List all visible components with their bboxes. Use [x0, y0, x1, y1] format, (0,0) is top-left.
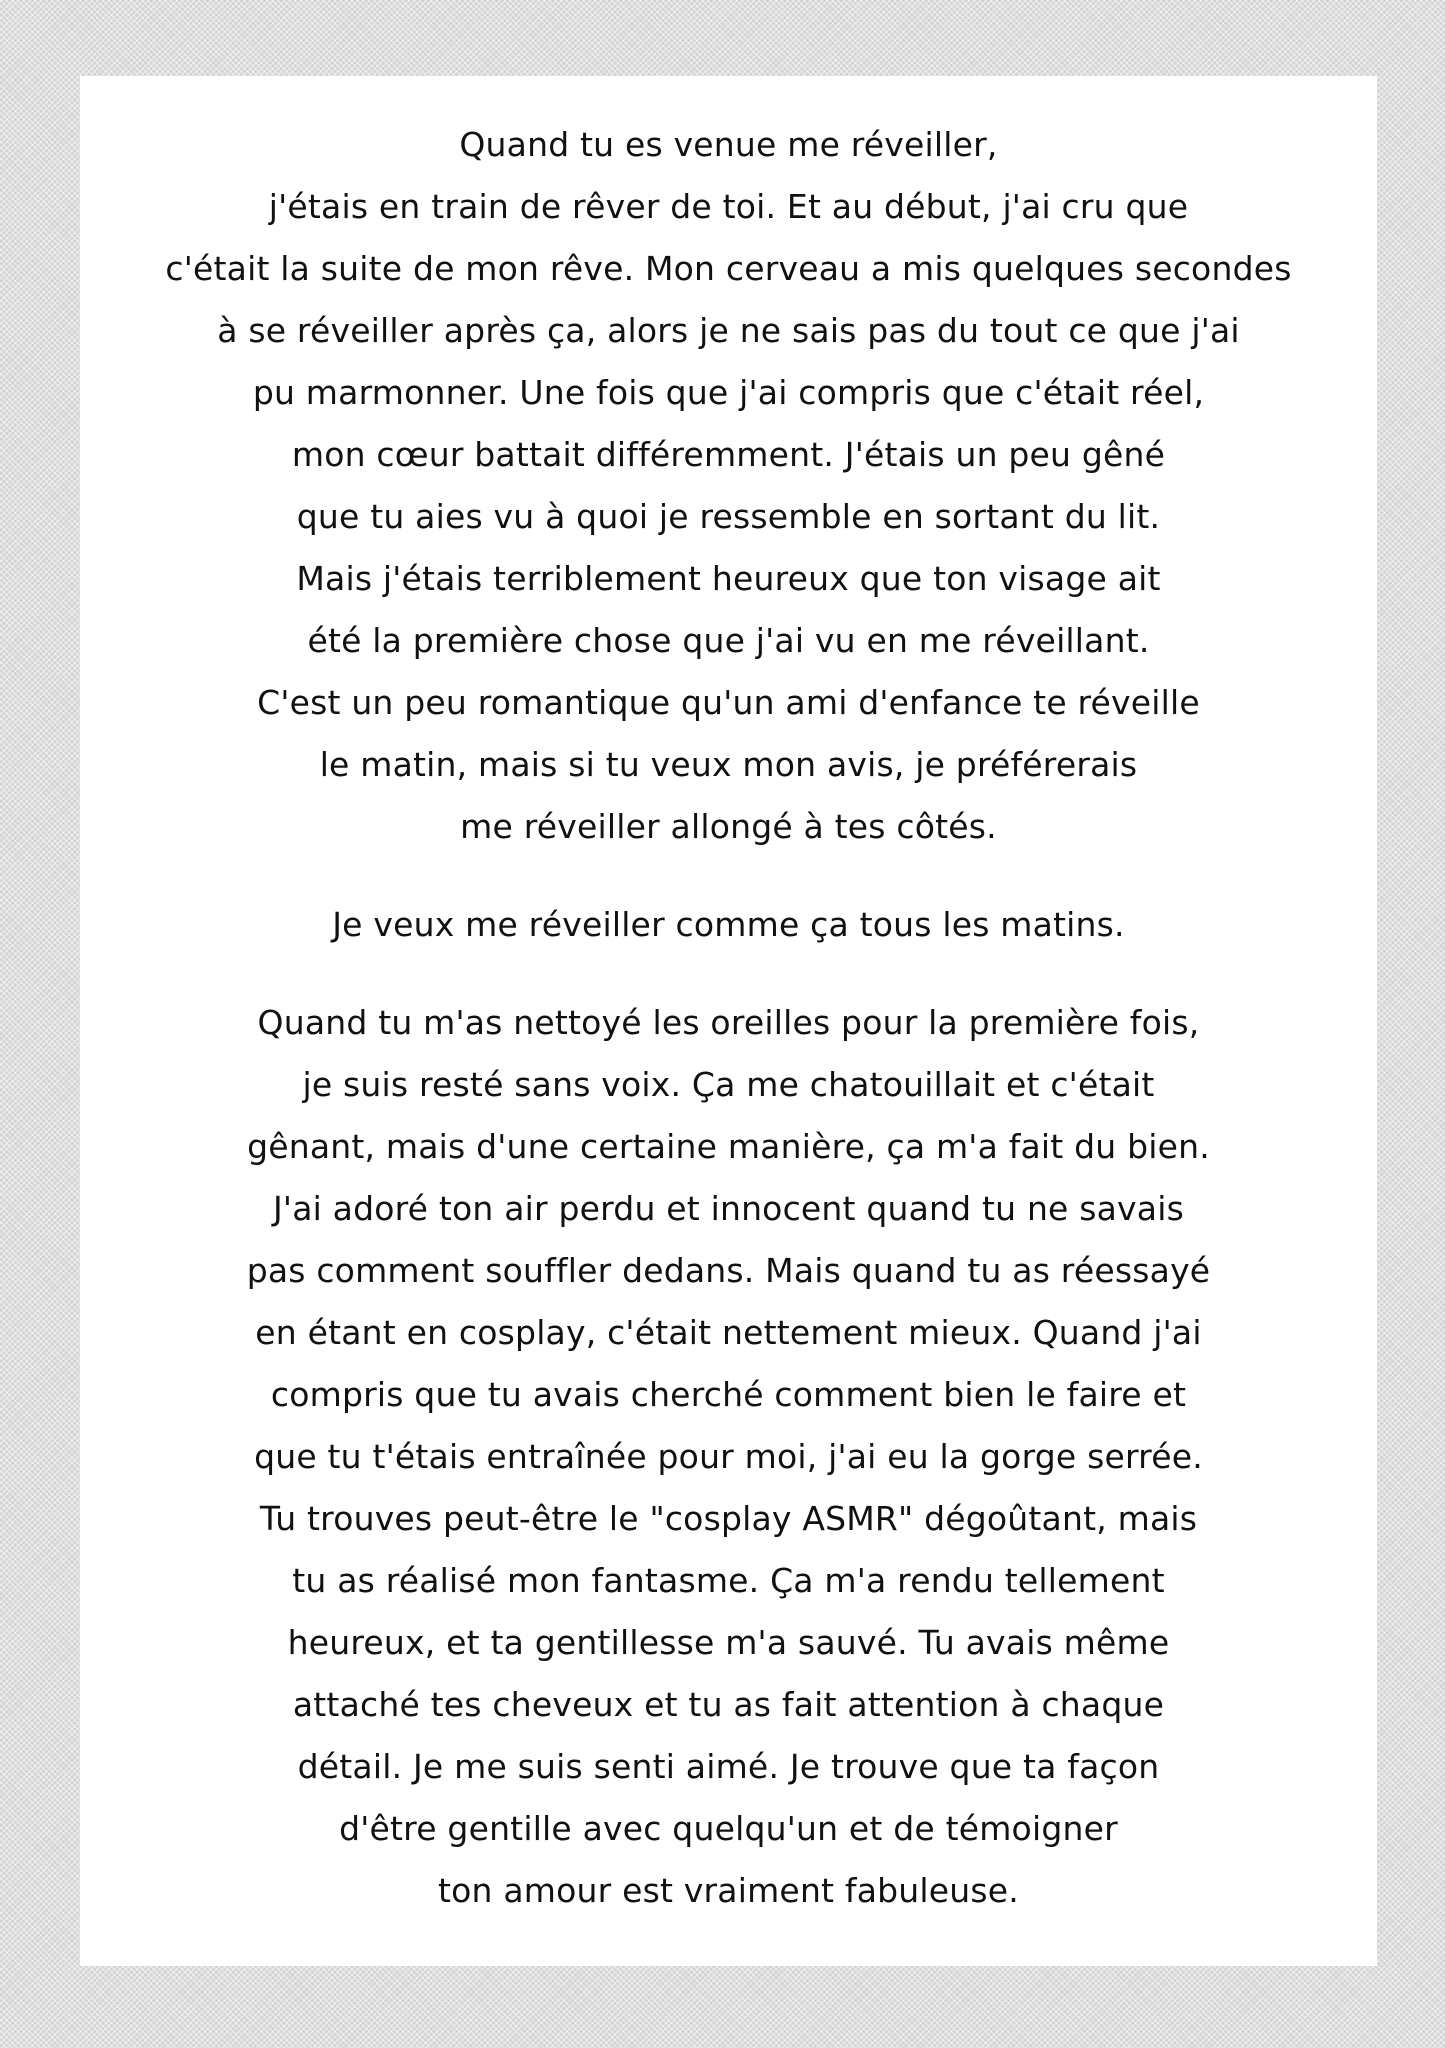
text-line: heureux, et ta gentillesse m'a sauvé. Tu avais même [287, 1623, 1170, 1662]
text-line: pu marmonner. Une fois que j'ai compris que c'était réel, [252, 373, 1205, 412]
text-line: c'était la suite de mon rêve. Mon cerveau a mis quelques secondes [165, 249, 1292, 288]
text-line: attaché tes cheveux et tu as fait attention à chaque [292, 1685, 1165, 1724]
text-line: que tu t'étais entraînée pour moi, j'ai eu la gorge serrée. [254, 1437, 1203, 1476]
text-line: Quand tu es venue me réveiller, [459, 125, 998, 164]
text-line: en étant en cosplay, c'était nettement mieux. Quand j'ai [255, 1313, 1202, 1352]
text-line: C'est un peu romantique qu'un ami d'enfance te réveille [257, 683, 1200, 722]
text-line: mon cœur battait différemment. J'étais un peu gêné [291, 435, 1166, 474]
paragraph-2 [80, 894, 1377, 956]
text-line: que tu aies vu à quoi je ressemble en sortant du lit. [296, 497, 1161, 536]
text-line: me réveiller allongé à tes côtés. [460, 807, 997, 846]
paragraph-spacer [80, 956, 1377, 992]
text-line: je suis resté sans voix. Ça me chatouillait et c'était [302, 1065, 1155, 1104]
text-line: tu as réalisé mon fantasme. Ça m'a rendu tellement [292, 1561, 1165, 1600]
text-line: j'étais en train de rêver de toi. Et au début, j'ai cru que [268, 187, 1189, 226]
text-line: Mais j'étais terriblement heureux que ton visage ait [296, 559, 1161, 598]
text-line: à se réveiller après ça, alors je ne sais pas du tout ce que j'ai [217, 311, 1240, 350]
text-line: compris que tu avais cherché comment bien le faire et [270, 1375, 1187, 1414]
paragraph-3 [80, 992, 1377, 1922]
paragraph-1 [80, 114, 1377, 858]
text-line: Quand tu m'as nettoyé les oreilles pour la première fois, [257, 1003, 1200, 1042]
text-line: gênant, mais d'une certaine manière, ça m'a fait du bien. [247, 1127, 1210, 1166]
paragraph-spacer [80, 858, 1377, 894]
letter-page [80, 76, 1377, 1966]
text-line: détail. Je me suis senti aimé. Je trouve que ta façon [297, 1747, 1160, 1786]
text-line: Tu trouves peut-être le "cosplay ASMR" dégoûtant, mais [259, 1499, 1198, 1538]
text-line: pas comment souffler dedans. Mais quand tu as réessayé [246, 1251, 1211, 1290]
text-line: ton amour est vraiment fabuleuse. [438, 1871, 1019, 1910]
text-line: Je veux me réveiller comme ça tous les matins. [332, 905, 1125, 944]
text-line: d'être gentille avec quelqu'un et de témoigner [339, 1809, 1118, 1848]
text-line: J'ai adoré ton air perdu et innocent quand tu ne savais [273, 1189, 1184, 1228]
text-line: été la première chose que j'ai vu en me réveillant. [307, 621, 1150, 660]
text-line: le matin, mais si tu veux mon avis, je préférerais [319, 745, 1138, 784]
